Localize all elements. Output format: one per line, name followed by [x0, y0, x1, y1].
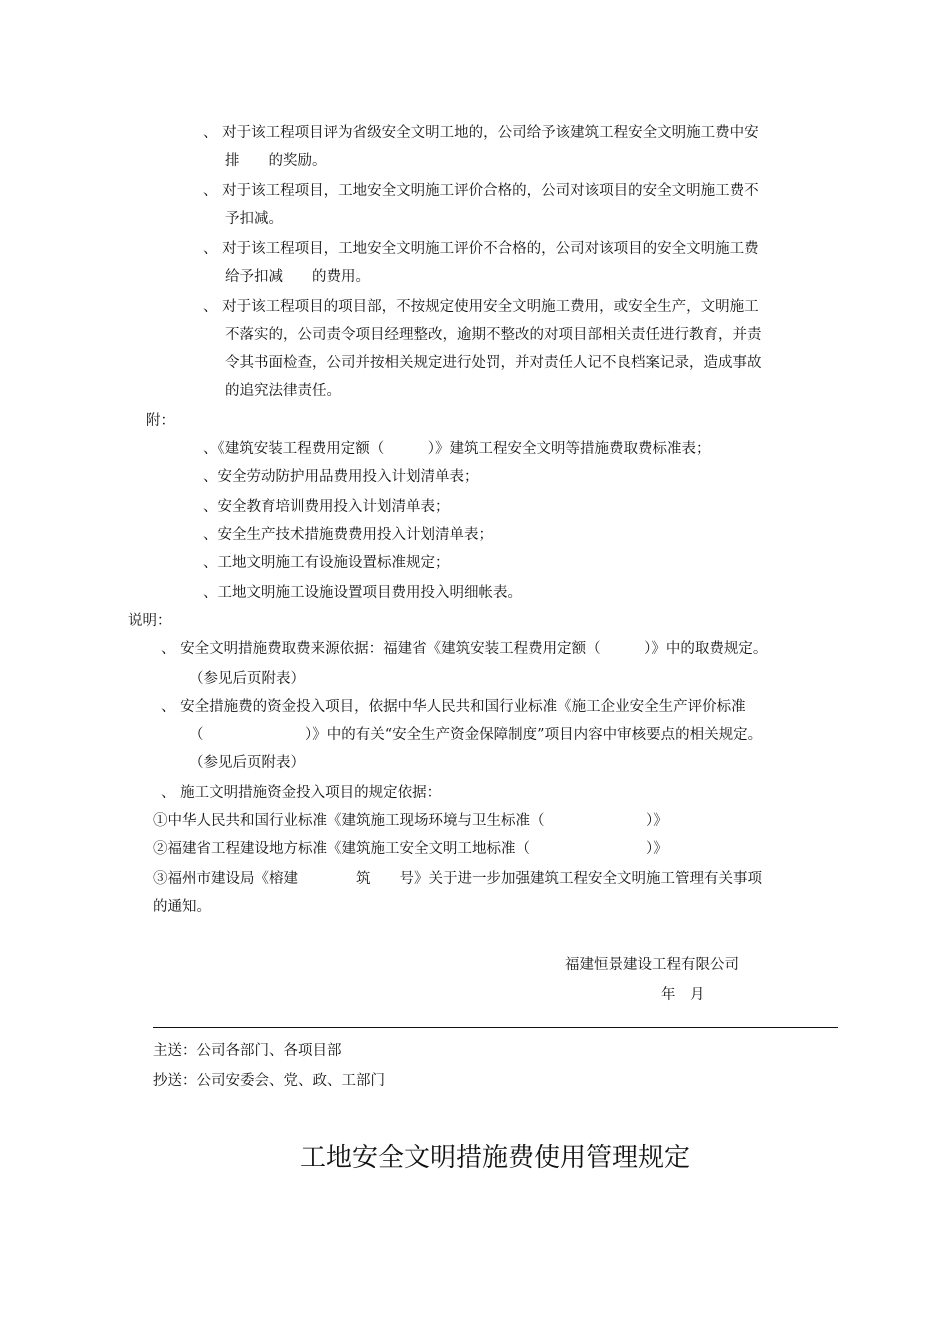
note-standard-provincial: ②福建省工程建设地方标准《建筑施工安全文明工地标准（ ）》 — [153, 841, 668, 857]
item-unqualified-line1: 、 对于该工程项目，工地安全文明施工评价不合格的，公司对该项目的安全文明施工费 — [203, 241, 759, 257]
appendix-item: 、工地文明施工有设施设置标准规定； — [203, 555, 450, 571]
appendix-item: 、安全生产技术措施费费用投入计划清单表； — [203, 527, 493, 543]
note-standard-city-line1: ③福州市建设局《榕建 筑 号》关于进一步加强建筑工程安全文明施工管理有关事项 — [153, 871, 762, 887]
note-civilized-line1: 、 施工文明措施资金投入项目的规定依据： — [161, 785, 442, 801]
company-signature: 福建恒景建设工程有限公司 — [565, 957, 739, 973]
item-violation-line3: 令其书面检查，公司并按相关规定进行处罚，并对责任人记不良档案记录，造成事故 — [225, 355, 762, 371]
note-source-line2: （参见后页附表） — [189, 671, 305, 687]
note-investment-line3: （参见后页附表） — [189, 755, 305, 771]
appendix-item: 、工地文明施工设施设置项目费用投入明细帐表。 — [203, 585, 522, 601]
note-investment-line2: （ ）》中的有关“安全生产资金保障制度”项目内容中审核要点的相关规定。 — [189, 727, 763, 743]
main-recipients: 主送：公司各部门、各项目部 — [153, 1043, 342, 1059]
item-violation-line4: 的追究法律责任。 — [225, 383, 341, 399]
item-violation-line1: 、 对于该工程项目的项目部，不按规定使用安全文明施工费用，或安全生产，文明施工 — [203, 299, 759, 315]
signature-date: 年 月 — [661, 987, 705, 1003]
distribution-divider — [153, 1027, 838, 1028]
item-reward-provincial-line1: 、 对于该工程项目评为省级安全文明工地的，公司给予该建筑工程安全文明施工费中安 — [203, 125, 759, 141]
note-standard-national: ①中华人民共和国行业标准《建筑施工现场环境与卫生标准（ ）》 — [153, 813, 668, 829]
item-unqualified-line2: 给予扣减 的费用。 — [225, 269, 370, 285]
notes-heading: 说明： — [128, 613, 172, 629]
appendix-heading: 附： — [146, 413, 175, 429]
appendix-item: 、《建筑安装工程费用定额（ ）》建筑工程安全文明等措施费取费标准表； — [203, 441, 711, 457]
note-standard-city-line2: 的通知。 — [153, 899, 211, 915]
appendix-item: 、安全教育培训费用投入计划清单表； — [203, 499, 450, 515]
item-qualified-line2: 予扣减。 — [225, 211, 283, 227]
note-investment-line1: 、 安全措施费的资金投入项目，依据中华人民共和国行业标准《施工企业安全生产评价标准 — [161, 699, 746, 715]
item-reward-provincial-line2: 排 的奖励。 — [225, 153, 327, 169]
cc-recipients: 抄送：公司安委会、党、政、工部门 — [153, 1073, 385, 1089]
document-title: 工地安全文明措施费使用管理规定 — [299, 1143, 690, 1173]
item-qualified-line1: 、 对于该工程项目，工地安全文明施工评价合格的，公司对该项目的安全文明施工费不 — [203, 183, 759, 199]
item-violation-line2: 不落实的，公司责令项目经理整改，逾期不整改的对项目部相关责任进行教育，并责 — [225, 327, 762, 343]
note-source-line1: 、 安全文明措施费取费来源依据：福建省《建筑安装工程费用定额（ ）》中的取费规定。 — [161, 641, 768, 657]
appendix-item: 、安全劳动防护用品费用投入计划清单表； — [203, 469, 479, 485]
